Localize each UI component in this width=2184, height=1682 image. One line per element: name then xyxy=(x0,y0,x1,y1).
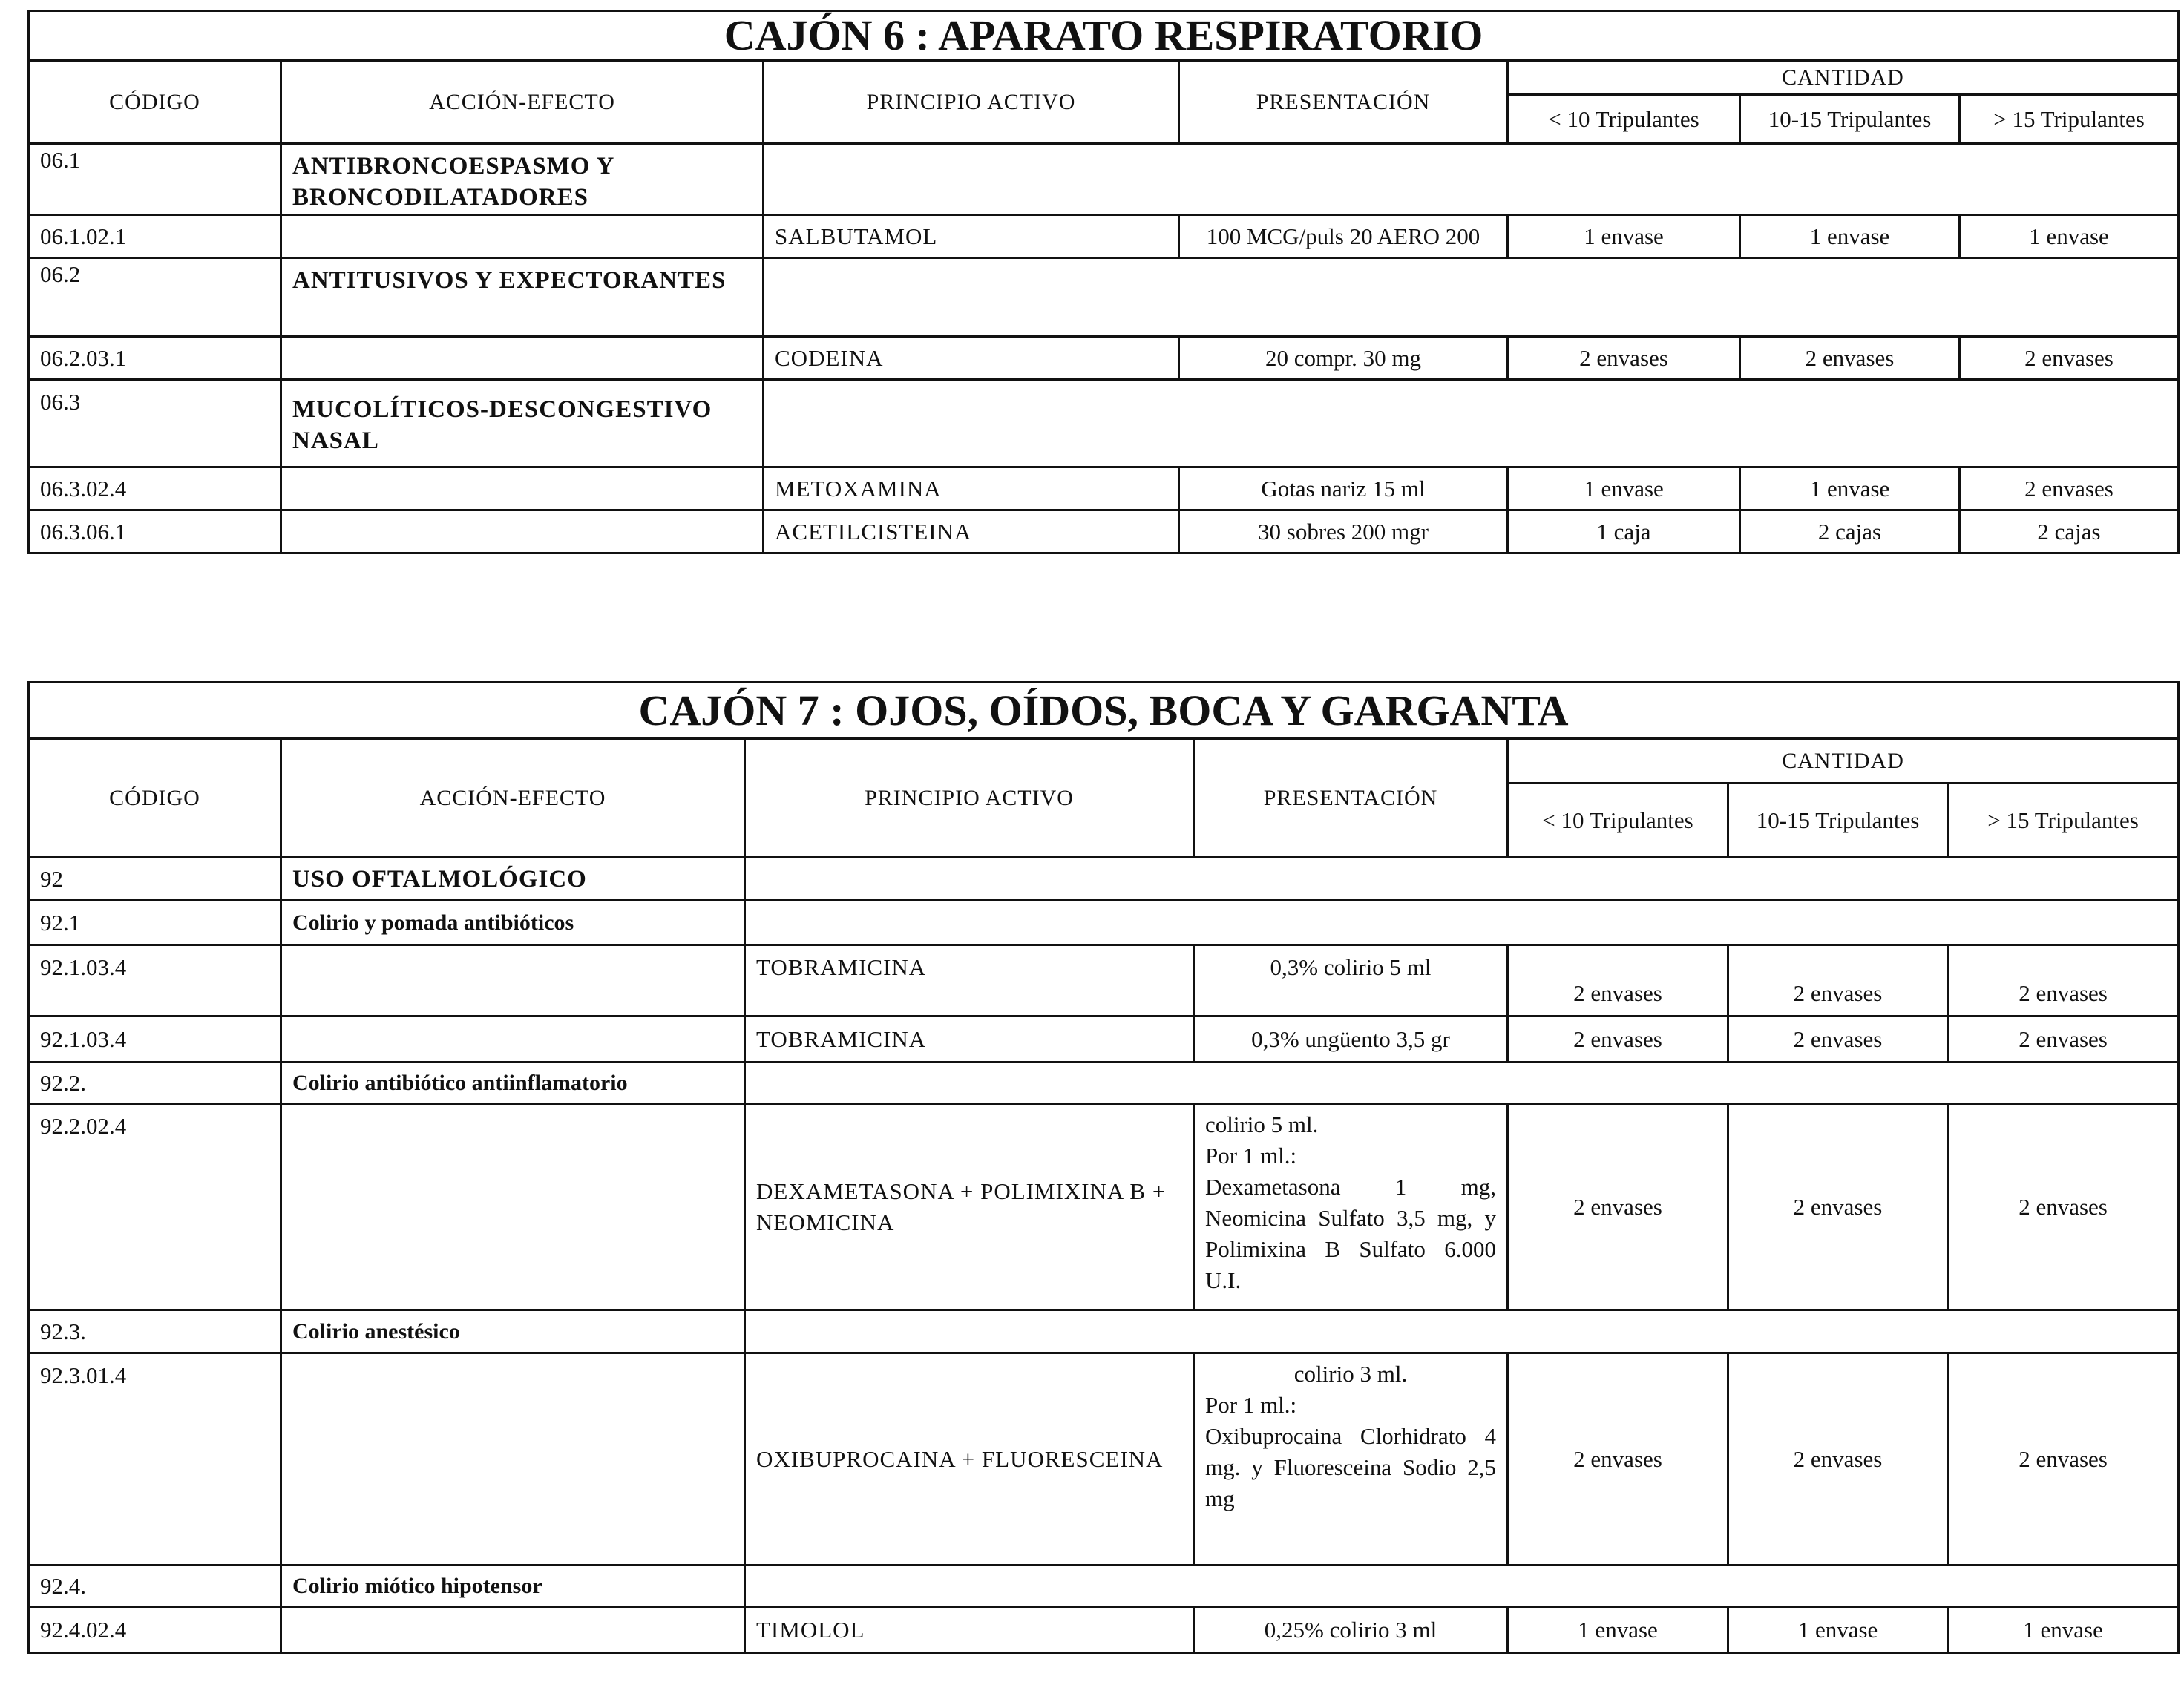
row-empty xyxy=(764,380,2179,467)
header-codigo: CÓDIGO xyxy=(29,739,281,858)
header-presentacion: PRESENTACIÓN xyxy=(1179,61,1508,144)
row-q1: 2 envases xyxy=(1508,1104,1728,1310)
cajon-6-table xyxy=(27,10,2180,554)
table-row xyxy=(29,1566,2179,1607)
row-q2: 2 cajas xyxy=(1740,510,1960,553)
table-row xyxy=(29,901,2179,945)
row-q3: 2 envases xyxy=(1960,337,2179,380)
header-principio-activo: PRINCIPIO ACTIVO xyxy=(745,739,1194,858)
table-row xyxy=(29,144,2179,215)
row-principio: ACETILCISTEINA xyxy=(764,510,1179,553)
row-q1: 2 envases xyxy=(1508,945,1728,1016)
row-presentacion: Gotas nariz 15 ml xyxy=(1179,467,1508,510)
row-presentacion: 0,3% ungüento 3,5 gr xyxy=(1194,1016,1508,1062)
row-q3: 1 envase xyxy=(1960,215,2179,258)
row-code: 92.3.01.4 xyxy=(29,1353,281,1566)
row-code: 06.3.02.4 xyxy=(29,467,281,510)
row-empty xyxy=(745,858,2179,901)
header-codigo: CÓDIGO xyxy=(29,61,281,144)
presentacion-line: colirio 5 ml. xyxy=(1205,1111,1319,1137)
row-q3: 1 envase xyxy=(1948,1607,2179,1653)
row-presentacion xyxy=(1194,1353,1508,1566)
table-row xyxy=(29,945,2179,1016)
row-code: 92.3. xyxy=(29,1310,281,1353)
presentacion-line: Oxibuprocaina Clorhidrato 4 mg. y Fluoresceina Sodio 2,5 mg xyxy=(1205,1423,1496,1511)
row-presentacion: 0,25% colirio 3 ml xyxy=(1194,1607,1508,1653)
table-row xyxy=(29,380,2179,467)
header-cantidad: CANTIDAD xyxy=(1508,61,2179,95)
row-principio: DEXAMETASONA + POLIMIXINA B + NEOMICINA xyxy=(745,1104,1194,1310)
cajon-7-title: CAJÓN 7 : OJOS, OÍDOS, BOCA Y GARGANTA xyxy=(29,683,2179,739)
table-row xyxy=(29,1607,2179,1653)
row-principio: SALBUTAMOL xyxy=(764,215,1179,258)
row-empty xyxy=(745,1566,2179,1607)
row-q2: 2 envases xyxy=(1728,945,1948,1016)
row-code: 92.1 xyxy=(29,901,281,945)
row-accion xyxy=(281,1104,745,1310)
row-empty xyxy=(745,1062,2179,1104)
row-accion: Colirio miótico hipotensor xyxy=(281,1566,745,1607)
row-accion: ANTIBRONCOESPASMO Y BRONCODILATADORES xyxy=(281,144,764,215)
row-presentacion: 30 sobres 200 mgr xyxy=(1179,510,1508,553)
row-accion xyxy=(281,215,764,258)
row-code: 06.3 xyxy=(29,380,281,467)
header-mas-15: > 15 Tripulantes xyxy=(1960,95,2179,144)
row-principio: TOBRAMICINA xyxy=(745,1016,1194,1062)
row-accion xyxy=(281,510,764,553)
row-accion: Colirio y pomada antibióticos xyxy=(281,901,745,945)
table-row xyxy=(29,1353,2179,1566)
row-presentacion xyxy=(1194,1104,1508,1310)
row-accion xyxy=(281,1016,745,1062)
header-10-15: 10-15 Tripulantes xyxy=(1728,783,1948,858)
row-empty xyxy=(745,901,2179,945)
row-code: 06.3.06.1 xyxy=(29,510,281,553)
row-q1: 2 envases xyxy=(1508,1353,1728,1566)
row-code: 06.2.03.1 xyxy=(29,337,281,380)
row-accion xyxy=(281,1353,745,1566)
row-code: 06.1 xyxy=(29,144,281,215)
header-presentacion: PRESENTACIÓN xyxy=(1194,739,1508,858)
row-principio: CODEINA xyxy=(764,337,1179,380)
row-accion xyxy=(281,945,745,1016)
row-principio: TOBRAMICINA xyxy=(745,945,1194,1016)
table-row xyxy=(29,337,2179,380)
header-accion-efecto: ACCIÓN-EFECTO xyxy=(281,61,764,144)
row-code: 92.4. xyxy=(29,1566,281,1607)
row-accion: Colirio anestésico xyxy=(281,1310,745,1353)
table-row xyxy=(29,1310,2179,1353)
header-menos-10: < 10 Tripulantes xyxy=(1508,783,1728,858)
row-q1: 2 envases xyxy=(1508,1016,1728,1062)
row-code: 92.2. xyxy=(29,1062,281,1104)
row-code: 06.1.02.1 xyxy=(29,215,281,258)
row-accion: USO OFTALMOLÓGICO xyxy=(281,858,745,901)
cajon-7-table xyxy=(27,681,2180,1654)
table-row xyxy=(29,1016,2179,1062)
table-row xyxy=(29,1104,2179,1310)
row-accion: MUCOLÍTICOS-DESCONGESTIVO NASAL xyxy=(281,380,764,467)
row-q2: 1 envase xyxy=(1740,215,1960,258)
row-q3: 2 envases xyxy=(1948,945,2179,1016)
row-q1: 2 envases xyxy=(1508,337,1740,380)
row-presentacion: 20 compr. 30 mg xyxy=(1179,337,1508,380)
row-empty xyxy=(764,258,2179,337)
row-presentacion: 0,3% colirio 5 ml xyxy=(1194,945,1508,1016)
table-row xyxy=(29,467,2179,510)
row-accion xyxy=(281,467,764,510)
row-q3: 2 envases xyxy=(1948,1353,2179,1566)
row-code: 92.4.02.4 xyxy=(29,1607,281,1653)
row-q2: 2 envases xyxy=(1728,1353,1948,1566)
cajon-6-title: CAJÓN 6 : APARATO RESPIRATORIO xyxy=(29,11,2179,61)
row-q2: 2 envases xyxy=(1740,337,1960,380)
presentacion-line: Dexametasona 1 mg, Neomicina Sulfato 3,5 mg, y Polimixina B Sulfato 6.000 U.I. xyxy=(1205,1174,1496,1293)
table-row xyxy=(29,858,2179,901)
row-code: 06.2 xyxy=(29,258,281,337)
row-q2: 2 envases xyxy=(1728,1016,1948,1062)
row-q3: 2 envases xyxy=(1960,467,2179,510)
row-q1: 1 envase xyxy=(1508,215,1740,258)
header-10-15: 10-15 Tripulantes xyxy=(1740,95,1960,144)
row-q3: 2 envases xyxy=(1948,1104,2179,1310)
presentacion-line: Por 1 ml.: xyxy=(1205,1143,1297,1169)
row-presentacion: 100 MCG/puls 20 AERO 200 xyxy=(1179,215,1508,258)
row-q3: 2 envases xyxy=(1948,1016,2179,1062)
header-menos-10: < 10 Tripulantes xyxy=(1508,95,1740,144)
row-q1: 1 envase xyxy=(1508,467,1740,510)
row-principio: TIMOLOL xyxy=(745,1607,1194,1653)
row-code: 92.1.03.4 xyxy=(29,1016,281,1062)
table-row xyxy=(29,258,2179,337)
row-accion xyxy=(281,337,764,380)
row-empty xyxy=(764,144,2179,215)
row-accion: ANTITUSIVOS Y EXPECTORANTES xyxy=(281,258,764,337)
row-code: 92.1.03.4 xyxy=(29,945,281,1016)
row-q2: 1 envase xyxy=(1728,1607,1948,1653)
row-q2: 2 envases xyxy=(1728,1104,1948,1310)
table-row xyxy=(29,215,2179,258)
row-accion xyxy=(281,1607,745,1653)
row-q1: 1 envase xyxy=(1508,1607,1728,1653)
header-cantidad: CANTIDAD xyxy=(1508,739,2179,783)
header-accion-efecto: ACCIÓN-EFECTO xyxy=(281,739,745,858)
row-empty xyxy=(745,1310,2179,1353)
row-principio: METOXAMINA xyxy=(764,467,1179,510)
header-principio-activo: PRINCIPIO ACTIVO xyxy=(764,61,1179,144)
presentacion-line: Por 1 ml.: xyxy=(1205,1392,1297,1418)
presentacion-line: colirio 3 ml. xyxy=(1293,1361,1408,1387)
header-mas-15: > 15 Tripulantes xyxy=(1948,783,2179,858)
table-row xyxy=(29,510,2179,553)
table-row xyxy=(29,1062,2179,1104)
row-q2: 1 envase xyxy=(1740,467,1960,510)
row-principio: OXIBUPROCAINA + FLUORESCEINA xyxy=(745,1353,1194,1566)
row-code: 92.2.02.4 xyxy=(29,1104,281,1310)
row-accion: Colirio antibiótico antiinflamatorio xyxy=(281,1062,745,1104)
row-q1: 1 caja xyxy=(1508,510,1740,553)
row-q3: 2 cajas xyxy=(1960,510,2179,553)
row-code: 92 xyxy=(29,858,281,901)
